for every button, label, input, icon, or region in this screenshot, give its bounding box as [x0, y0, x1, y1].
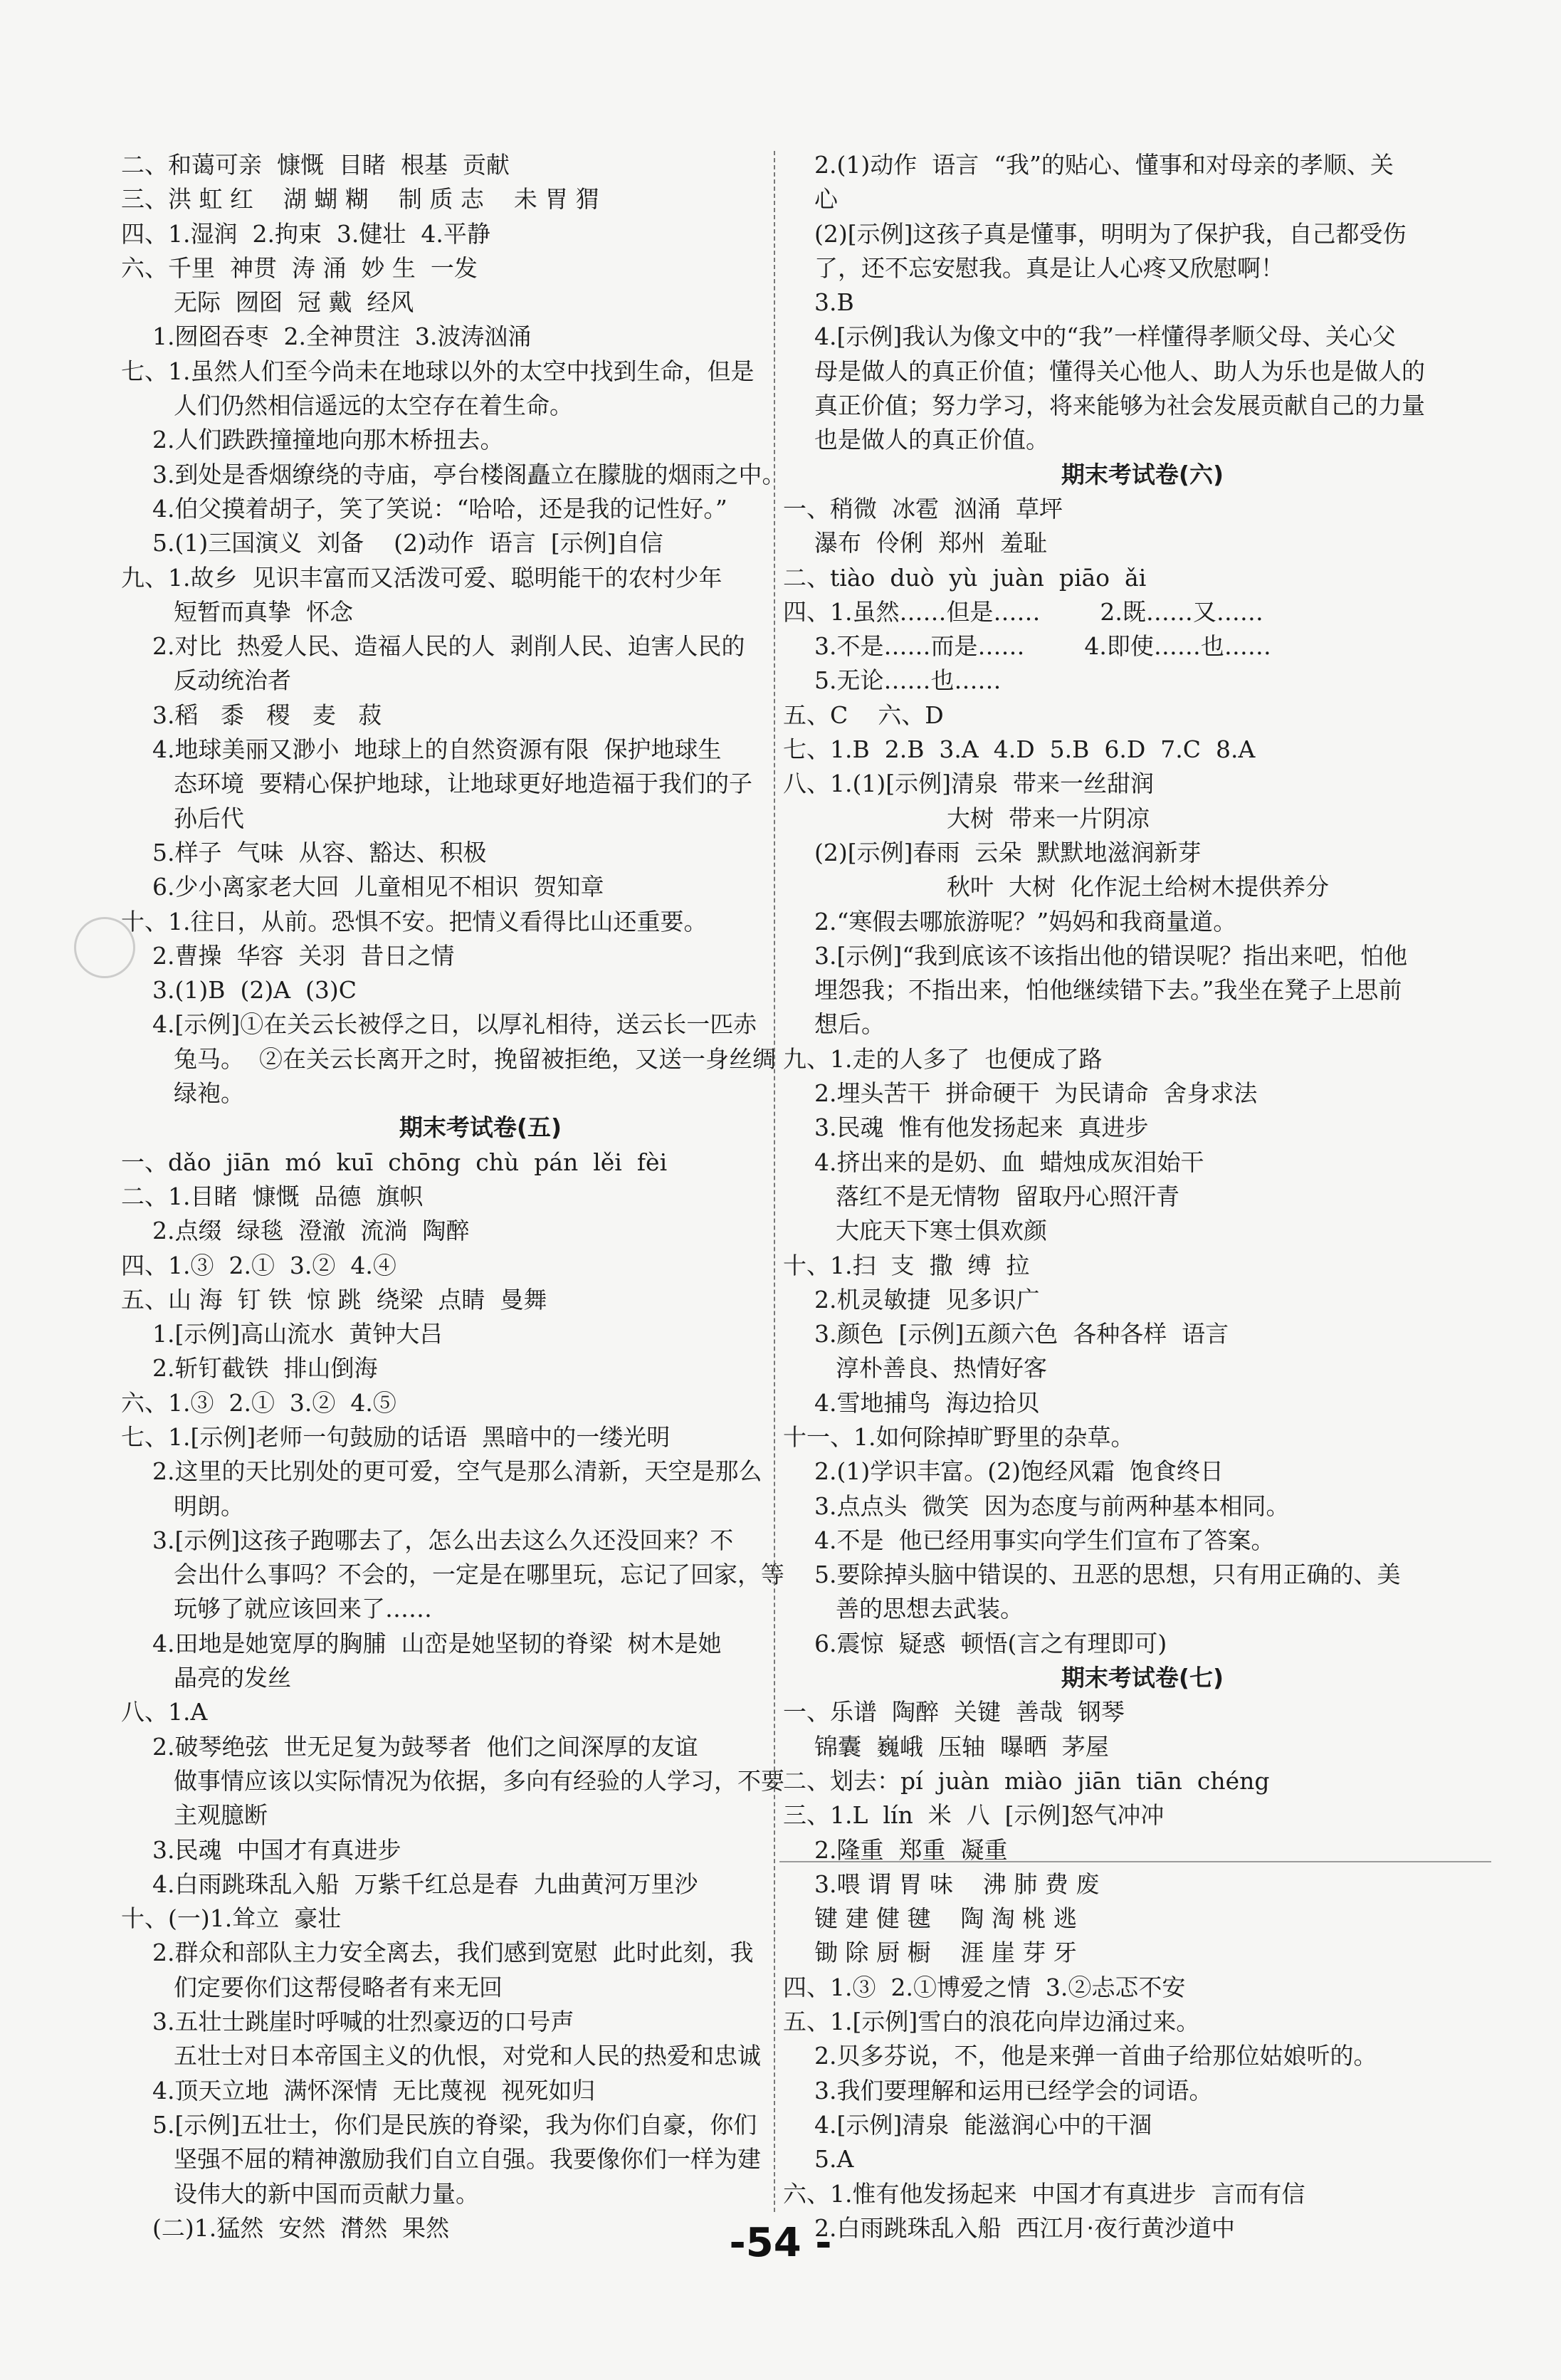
answer-line: 一、稍微 冰雹 汹涌 草坪	[783, 494, 1063, 523]
answer-line: 键 建 健 毽 陶 淘 桃 逃	[814, 1904, 1077, 1933]
answer-line: 二、tiào duò yù juàn piāo ǎi	[783, 563, 1147, 592]
answer-line: 玩够了就应该回来了……	[174, 1595, 432, 1623]
answer-line: 三、1.L lín 米 八 [示例]怒气冲冲	[783, 1801, 1165, 1830]
section-title: 期末考试卷(六)	[1061, 460, 1224, 488]
answer-line: 2.贝多芬说，不，他是来弹一首曲子给那位姑娘听的。	[814, 2042, 1377, 2070]
answer-line: 4.[示例]①在关云长被俘之日，以厚礼相待，送云长一匹赤	[152, 1010, 757, 1039]
answer-line: 做事情应该以实际情况为依据，多向有经验的人学习，不要	[174, 1766, 784, 1795]
answer-line: 4.田地是她宽厚的胸脯 山峦是她坚韧的脊梁 树木是她	[152, 1629, 722, 1657]
answer-line: 5.无论……也……	[814, 666, 1002, 695]
answer-line: (二)1.猛然 安然 潸然 果然	[152, 2213, 450, 2242]
answer-line: 七、1.[示例]老师一句鼓励的话语 黑暗中的一缕光明	[121, 1422, 671, 1451]
section-title: 期末考试卷(五)	[399, 1113, 562, 1142]
answer-line: 2.斩钉截铁 排山倒海	[152, 1354, 378, 1383]
answer-line: 九、1.故乡 见识丰富而又活泼可爱、聪明能干的农村少年	[121, 563, 722, 592]
answer-line: 淳朴善良、热情好客	[836, 1354, 1047, 1383]
answer-line: (2)[示例]这孩子真是懂事，明明为了保护我，自己都受伤	[814, 219, 1407, 248]
answer-line: 二、和蔼可亲 慷慨 目睹 根基 贡献	[121, 151, 510, 179]
answer-line: 无际 囫囵 冠 戴 经风	[174, 288, 414, 317]
answer-line: 八、1.(1)[示例]清泉 带来一丝甜润	[783, 770, 1154, 798]
answer-line: 5.样子 气味 从容、豁达、积极	[152, 838, 487, 866]
answer-line: 3.到处是香烟缭绕的寺庙，亭台楼阁矗立在朦胧的烟雨之中。	[152, 460, 786, 488]
answer-line: 态环境 要精心保护地球，让地球更好地造福于我们的子	[174, 770, 752, 798]
answer-line: 二、划去：pí juàn miào jiān tiān chéng	[783, 1766, 1270, 1795]
answer-line: 七、1.虽然人们至今尚未在地球以外的太空中找到生命，但是	[121, 357, 755, 385]
answer-line: 2.(1)动作 语言 “我”的贴心、懂事和对母亲的孝顺、关	[814, 151, 1394, 179]
answer-line: 晶亮的发丝	[174, 1664, 291, 1692]
answer-line: 了，还不忘安慰我。真是让人心疼又欣慰啊！	[814, 253, 1284, 282]
answer-line: 4.地球美丽又渺小 地球上的自然资源有限 保护地球生	[152, 735, 722, 764]
answer-line: 6.震惊 疑惑 顿悟(言之有理即可)	[814, 1629, 1167, 1657]
answer-line: 六、千里 神贯 涛 涌 妙 生 一发	[121, 253, 478, 282]
answer-line: 六、1.③ 2.① 3.② 4.⑤	[121, 1388, 396, 1417]
answer-line: 1.[示例]高山流水 黄钟大吕	[152, 1320, 443, 1348]
page-number: -54 -	[729, 2220, 832, 2266]
answer-line: 一、dǎo jiān mó kuī chōng chù pán lěi fèi	[121, 1148, 668, 1176]
answer-line: 5.[示例]五壮士，你们是民族的脊梁，我为你们自豪，你们	[152, 2110, 757, 2139]
answer-line: 3.B	[814, 288, 854, 317]
answer-line: 孙后代	[174, 804, 244, 832]
answer-line: 3.[示例]“我到底该不该指出他的错误呢？指出来吧，怕他	[814, 941, 1408, 970]
answer-line: 明朗。	[174, 1492, 244, 1520]
answer-line: 2.这里的天比别处的更可爱，空气是那么清新，天空是那么	[152, 1457, 762, 1486]
answer-line: 想后。	[814, 1010, 885, 1039]
answer-line: 三、洪 虹 红 湖 蝴 糊 制 质 志 未 胃 猬	[121, 185, 599, 214]
answer-line: 5.A	[814, 2145, 854, 2174]
answer-line: 4.白雨跳珠乱入船 万紫千红总是春 九曲黄河万里沙	[152, 1870, 698, 1898]
answer-line: 4.[示例]清泉 能滋润心中的干涸	[814, 2110, 1152, 2139]
answer-line: 2.曹操 华容 关羽 昔日之情	[152, 941, 455, 970]
answer-line: 一、乐谱 陶醉 关键 善哉 钢琴	[783, 1698, 1125, 1726]
answer-line: 大庇天下寒士俱欢颜	[836, 1217, 1047, 1245]
answer-line: 五、C 六、D	[783, 701, 944, 729]
answer-line: 们定要你们这帮侵略者有来无回	[174, 1973, 503, 2001]
answer-line: 3.喂 谓 胃 味 沸 肺 费 废	[814, 1870, 1100, 1898]
answer-line: 兔马。 ②在关云长离开之时，挽留被拒绝，又送一身丝绸	[174, 1044, 776, 1073]
answer-line: 2.隆重 郑重 凝重	[814, 1835, 1008, 1864]
answer-line: 七、1.B 2.B 3.A 4.D 5.B 6.D 7.C 8.A	[783, 735, 1256, 764]
left-column	[121, 148, 840, 2245]
answer-line: 2.群众和部队主力安全离去，我们感到宽慰 此时此刻，我	[152, 1939, 754, 1967]
answer-line: 十、1.往日，从前。恐惧不安。把情义看得比山还重要。	[121, 907, 708, 935]
answer-line: 五壮士对日本帝国主义的仇恨，对党和人民的热爱和忠诚	[174, 2042, 761, 2070]
answer-line: 落红不是无情物 留取丹心照汗青	[836, 1182, 1179, 1210]
answer-line: 3.稻 黍 稷 麦 菽	[152, 701, 382, 729]
answer-line: 十一、1.如何除掉旷野里的杂草。	[783, 1422, 1135, 1451]
answer-line: 埋怨我；不指出来，怕他继续错下去。”我坐在凳子上思前	[814, 976, 1402, 1005]
answer-line: 4.顶天立地 满怀深情 无比蔑视 视死如归	[152, 2076, 596, 2104]
answer-line: 2.机灵敏捷 见多识广	[814, 1285, 1040, 1314]
answer-line: 锦囊 巍峨 压轴 曝晒 茅屋	[814, 1732, 1109, 1761]
answer-line: (2)[示例]春雨 云朵 默默地滋润新芽	[814, 838, 1202, 866]
answer-line: 反动统治者	[174, 666, 291, 695]
horizontal-rule	[779, 1861, 1491, 1862]
answer-line: 2.人们跌跌撞撞地向那木桥扭去。	[152, 426, 504, 454]
answer-line: 4.伯父摸着胡子，笑了笑说：“哈哈，还是我的记性好。”	[152, 494, 727, 523]
answer-line: 也是做人的真正价值。	[814, 426, 1049, 454]
answer-line: 十、(一)1.耸立 豪壮	[121, 1904, 342, 1933]
answer-line: 3.我们要理解和运用已经学会的词语。	[814, 2076, 1213, 2104]
answer-line: 锄 除 厨 橱 涯 崖 芽 牙	[814, 1939, 1077, 1967]
answer-line: 3.[示例]这孩子跑哪去了，怎么出去这么久还没回来？不	[152, 1526, 734, 1554]
answer-line: 四、1.湿润 2.拘束 3.健壮 4.平静	[121, 219, 490, 248]
watermark-stamp	[74, 917, 135, 978]
answer-line: 2.埋头苦干 拼命硬干 为民请命 舍身求法	[814, 1079, 1258, 1108]
answer-line: 2.点缀 绿毯 澄澈 流淌 陶醉	[152, 1217, 470, 1245]
answer-line: 4.挤出来的是奶、血 蜡烛成灰泪始干	[814, 1148, 1204, 1176]
answer-line: 1.囫囵吞枣 2.全神贯注 3.波涛汹涌	[152, 323, 532, 351]
answer-line: 坚强不屈的精神激励我们自立自强。我要像你们一样为建	[174, 2145, 761, 2174]
answer-line: 瀑布 伶俐 郑州 羞耻	[814, 529, 1047, 557]
answer-line: 2.“寒假去哪旅游呢？”妈妈和我商量道。	[814, 907, 1237, 935]
answer-line: 九、1.走的人多了 也便成了路	[783, 1044, 1103, 1073]
answer-line: 大树 带来一片阴凉	[947, 804, 1150, 832]
answer-line: 6.少小离家老大回 儿童相见不相识 贺知章	[152, 873, 604, 901]
answer-line: 2.(1)学识丰富。(2)饱经风霜 饱食终日	[814, 1457, 1224, 1486]
section-title: 期末考试卷(七)	[1061, 1664, 1224, 1692]
answer-line: 3.点点头 微笑 因为态度与前两种基本相同。	[814, 1492, 1290, 1520]
answer-line: 六、1.惟有他发扬起来 中国才有真进步 言而有信	[783, 2179, 1305, 2208]
answer-line: 4.不是 他已经用事实向学生们宣布了答案。	[814, 1526, 1275, 1554]
answer-line: 二、1.目睹 慷慨 品德 旗帜	[121, 1182, 424, 1210]
answer-line: 5.(1)三国演义 刘备 (2)动作 语言 [示例]自信	[152, 529, 663, 557]
answer-line: 秋叶 大树 化作泥土给树木提供养分	[947, 873, 1329, 901]
answer-line: 五、山 海 钉 铁 惊 跳 绕梁 点睛 曼舞	[121, 1285, 547, 1314]
answer-line: 八、1.A	[121, 1698, 208, 1726]
answer-line: 5.要除掉头脑中错误的、丑恶的思想，只有用正确的、美	[814, 1561, 1401, 1589]
answer-line: 4.[示例]我认为像文中的“我”一样懂得孝顺父母、关心父	[814, 323, 1396, 351]
answer-line: 2.白雨跳珠乱入船 西江月·夜行黄沙道中	[814, 2213, 1235, 2242]
answer-line: 3.(1)B (2)A (3)C	[152, 976, 357, 1005]
answer-line: 3.颜色 [示例]五颜六色 各种各样 语言	[814, 1320, 1229, 1348]
answer-line: 短暂而真挚 怀念	[174, 597, 353, 626]
answer-line: 十、1.扫 支 撒 缚 拉	[783, 1251, 1030, 1279]
answer-line: 2.破琴绝弦 世无足复为鼓琴者 他们之间深厚的友谊	[152, 1732, 698, 1761]
answer-line: 真正价值；努力学习，将来能够为社会发展贡献自己的力量	[814, 392, 1425, 420]
answer-line: 母是做人的真正价值；懂得关心他人、助人为乐也是做人的	[814, 357, 1425, 385]
answer-line: 3.民魂 惟有他发扬起来 真进步	[814, 1113, 1149, 1142]
answer-line: 五、1.[示例]雪白的浪花向岸边涌过来。	[783, 2008, 1200, 2036]
answer-line: 会出什么事吗？不会的，一定是在哪里玩，忘记了回家，等	[174, 1561, 784, 1589]
answer-line: 善的思想去武装。	[836, 1595, 1024, 1623]
answer-line: 四、1.③ 2.① 3.② 4.④	[121, 1251, 396, 1279]
answer-line: 人们仍然相信遥远的太空存在着生命。	[174, 392, 573, 420]
column-divider	[774, 151, 775, 2212]
right-column	[783, 148, 1502, 2245]
answer-line: 四、1.③ 2.①博爱之情 3.②忐忑不安	[783, 1973, 1186, 2001]
answer-line: 3.五壮士跳崖时呼喊的壮烈豪迈的口号声	[152, 2008, 574, 2036]
answer-line: 3.民魂 中国才有真进步	[152, 1835, 401, 1864]
answer-line: 四、1.虽然……但是…… 2.既……又……	[783, 597, 1263, 626]
answer-line: 4.雪地捕鸟 海边拾贝	[814, 1388, 1040, 1417]
answer-line: 绿袍。	[174, 1079, 244, 1108]
answer-line: 设伟大的新中国而贡献力量。	[174, 2179, 479, 2208]
answer-line: 主观臆断	[174, 1801, 268, 1830]
answer-line: 2.对比 热爱人民、造福人民的人 剥削人民、迫害人民的	[152, 632, 745, 661]
answer-line: 心	[814, 185, 838, 214]
answer-line: 3.不是……而是…… 4.即使……也……	[814, 632, 1271, 661]
